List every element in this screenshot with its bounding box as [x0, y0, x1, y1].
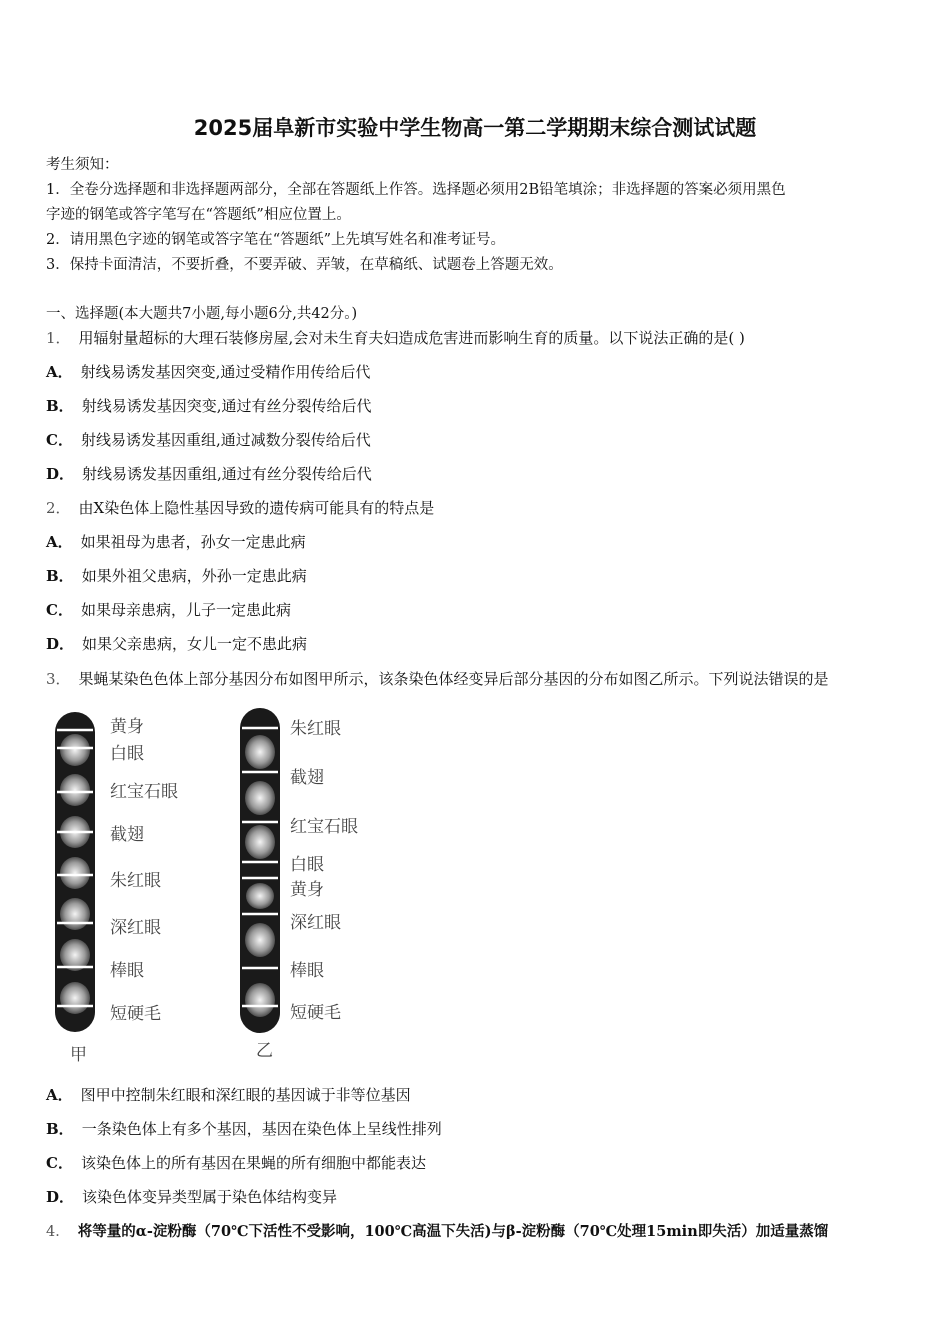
notice-heading: 考生须知： — [46, 157, 119, 173]
option-text: 射线易诱发基因重组,通过有丝分裂传给后代 — [82, 465, 372, 483]
option-1a — [46, 361, 370, 382]
option-letter: C． — [46, 1154, 73, 1172]
option-letter: C． — [46, 431, 73, 449]
notice-item-1-cont: 字迹的钢笔或答字笔写在“答题纸”相应位置上。 — [46, 207, 351, 223]
option-2d — [46, 633, 307, 654]
option-3d — [46, 1186, 337, 1207]
option-text: 一条染色体上有多个基因，基因在染色体上呈线性排列 — [81, 1120, 442, 1138]
option-2a — [46, 531, 306, 552]
option-3a — [46, 1084, 411, 1105]
gene-label: 深红眼 — [110, 918, 161, 938]
option-text: 射线易诱发基因重组,通过减数分裂传给后代 — [80, 431, 371, 449]
option-letter: D． — [46, 635, 75, 653]
chromosome-jia — [55, 712, 95, 1032]
option-2c — [46, 599, 291, 620]
notice-item-2: 2．请用黑色字迹的钢笔或答字笔在“答题纸”上先填写姓名和准考证号。 — [46, 232, 506, 248]
option-text: 如果祖母为患者，孙女一定患此病 — [80, 533, 306, 551]
option-letter: A． — [46, 1086, 73, 1104]
gene-label: 棒眼 — [290, 961, 324, 981]
gene-label: 短硬毛 — [110, 1004, 161, 1024]
chromosome-yi — [240, 708, 280, 1033]
option-text: 如果母亲患病，儿子一定患此病 — [80, 601, 291, 619]
notice-item-3: 3．保持卡面清洁，不要折叠，不要弄破、弄皱，在草稿纸、试题卷上答题无效。 — [46, 257, 563, 273]
figure-caption-jia: 甲 — [70, 1045, 87, 1065]
notice-item-1: 1．全卷分选择题和非选择题两部分，全部在答题纸上作答。选择题必须用2B铅笔填涂；非选择题的答案必须用黑色 — [46, 182, 786, 198]
gene-label: 红宝石眼 — [110, 782, 178, 802]
gene-label: 朱红眼 — [290, 719, 341, 739]
question-number: 4． — [46, 1224, 70, 1240]
gene-label: 深红眼 — [290, 913, 341, 933]
gene-label: 白眼 — [110, 744, 144, 764]
gene-label: 短硬毛 — [290, 1003, 341, 1023]
option-text: 如果外祖父患病，外孙一定患此病 — [81, 567, 307, 585]
question-stem: 由X染色体上隐性基因导致的遗传病可能具有的特点是 — [78, 499, 435, 517]
option-text: 如果父亲患病，女儿一定不患此病 — [82, 635, 308, 653]
gene-label: 截翅 — [110, 825, 144, 845]
option-text: 该染色体变异类型属于染色体结构变异 — [82, 1188, 338, 1206]
question-number: 1． — [46, 329, 71, 347]
chromosome-diagram — [40, 700, 460, 1072]
figure-caption-yi: 乙 — [256, 1041, 273, 1061]
gene-label: 棒眼 — [110, 961, 144, 981]
page-title: 2025届阜新市实验中学生物高一第二学期期末综合测试试题 — [193, 116, 757, 140]
question-4 — [46, 1220, 828, 1241]
option-letter: B． — [46, 567, 74, 585]
question-3 — [46, 668, 829, 689]
option-letter: B． — [46, 1120, 74, 1138]
option-text: 图甲中控制朱红眼和深红眼的基因诚于非等位基因 — [80, 1086, 411, 1104]
option-3c — [46, 1152, 426, 1173]
option-1d — [46, 463, 372, 484]
question-number: 2． — [46, 499, 71, 517]
question-1 — [46, 327, 745, 348]
option-text: 该染色体上的所有基因在果蝇的所有细胞中都能表达 — [80, 1154, 426, 1172]
gene-label: 红宝石眼 — [290, 817, 358, 837]
option-2b — [46, 565, 307, 586]
chromosome-figure — [40, 700, 460, 1072]
question-number: 3． — [46, 670, 71, 688]
option-letter: A． — [46, 533, 73, 551]
gene-label: 黄身 — [290, 880, 324, 900]
question-stem: 用辐射量超标的大理石装修房屋,会对未生育夫妇造成危害进而影响生育的质量。以下说法正确的是( ) — [78, 329, 745, 347]
section-heading: 一、选择题(本大题共7小题,每小题6分,共42分。) — [46, 306, 358, 322]
option-1c — [46, 429, 371, 450]
option-letter: C． — [46, 601, 73, 619]
option-letter: D． — [46, 1188, 75, 1206]
question-stem: 果蝇某染色色体上部分基因分布如图甲所示，该条染色体经变异后部分基因的分布如图乙所示。下列说法错误的是 — [78, 670, 829, 688]
gene-label: 截翅 — [290, 768, 324, 788]
option-letter: B． — [46, 397, 74, 415]
gene-label: 朱红眼 — [110, 871, 161, 891]
option-text: 射线易诱发基因突变,通过受精作用传给后代 — [80, 363, 371, 381]
option-1b — [46, 395, 371, 416]
option-letter: A． — [46, 363, 73, 381]
question-stem: 将等量的α-淀粉酶（70℃下活性不受影响，100℃高温下失活)与β-淀粉酶（70℃处理15min即失活）加适量蒸馏 — [77, 1223, 829, 1240]
option-text: 射线易诱发基因突变,通过有丝分裂传给后代 — [81, 397, 372, 415]
question-2 — [46, 497, 434, 518]
gene-label: 白眼 — [290, 855, 324, 875]
option-letter: D． — [46, 465, 75, 483]
gene-label: 黄身 — [110, 717, 144, 737]
option-3b — [46, 1118, 442, 1139]
